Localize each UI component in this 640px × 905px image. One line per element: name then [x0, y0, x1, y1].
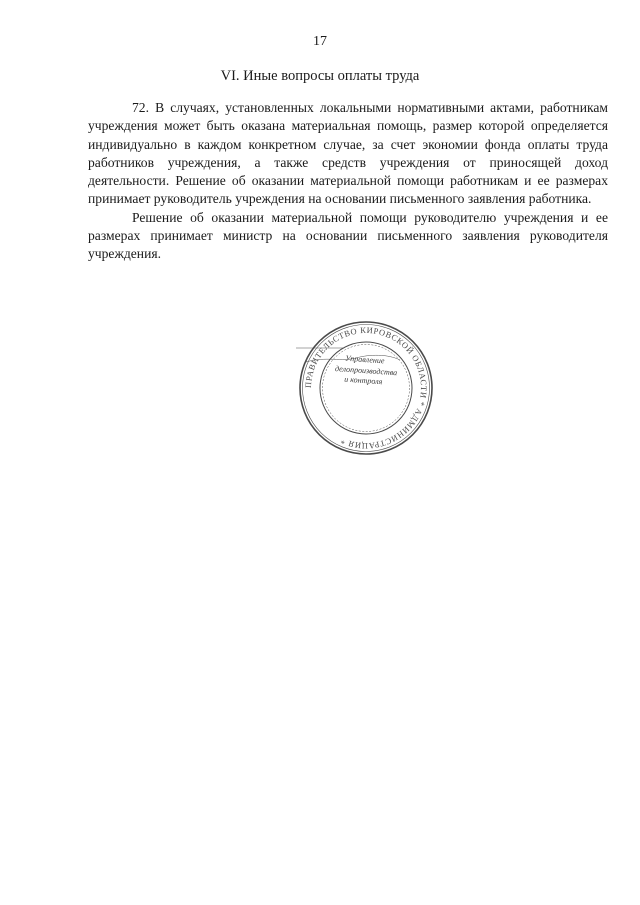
official-seal-stamp: [296, 318, 436, 458]
page-number: 17: [313, 34, 327, 49]
seal-ring-text: ПРАВИТЕЛЬСТВО КИРОВСКОЙ ОБЛАСТИ * АДМИНИСТРАЦИЯ *: [303, 325, 429, 451]
paragraph-72: 72. В случаях, установленных локальными нормативными актами, работникам учреждения может быть оказана материальная помощь, размер которой определяется индивидуально в каждом конкретном случае, за счет экономии фонда оплаты труда работников учреждения, а также средств учреждения от приносящей доход деятельности. Решение об оказании материальной помощи работникам и ее размерах принимает руководитель учреждения на основании письменного заявления работника.: [88, 100, 608, 207]
seal-center-line: делопроизводства: [334, 363, 398, 377]
seal-center-line: Управление: [344, 353, 385, 366]
document-body: [88, 99, 608, 264]
section-heading: VI. Иные вопросы оплаты труда: [220, 68, 420, 84]
seal-center-caption: [334, 353, 398, 388]
paragraph-decision: Решение об оказании материальной помощи руководителю учреждения и ее размерах принимает министр на основании письменного заявления руководителя учреждения.: [88, 209, 608, 262]
seal-graphic: [296, 318, 436, 458]
seal-center-line: и контроля: [343, 374, 383, 387]
